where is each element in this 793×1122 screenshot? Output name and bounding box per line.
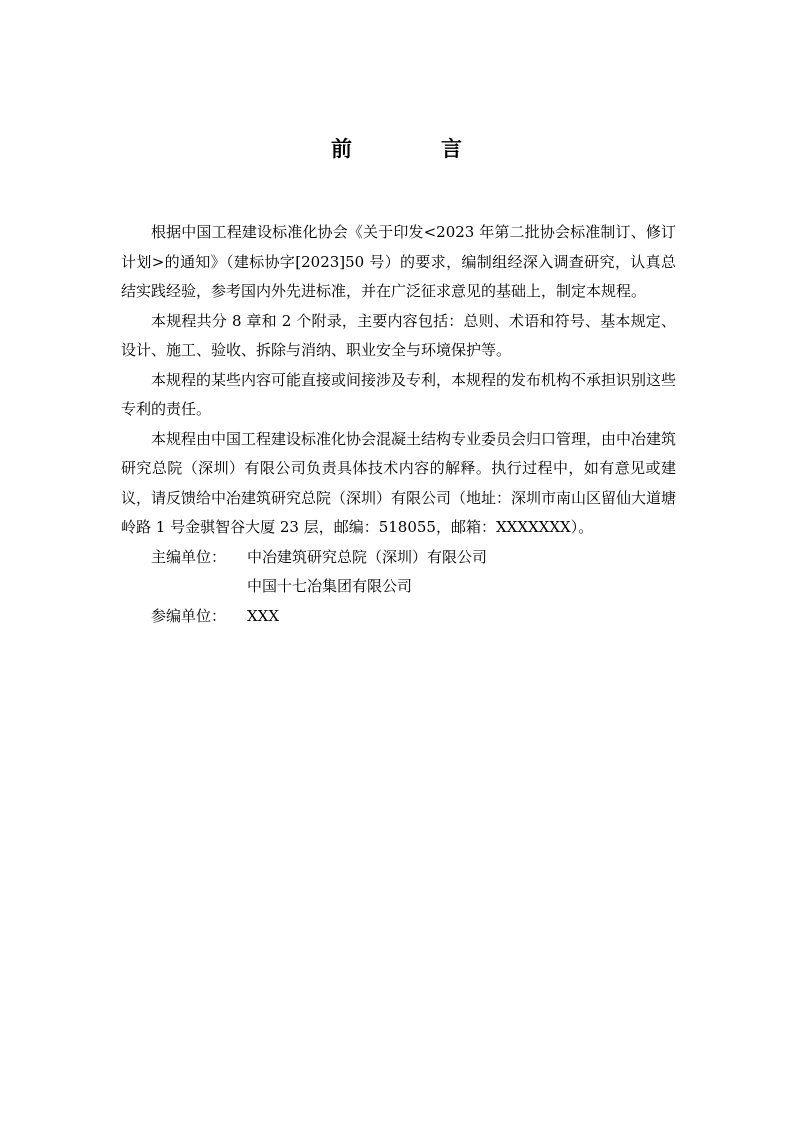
chief-editor-block [121,543,676,602]
participating-label: 参编单位： [151,606,227,625]
paragraph-basis: 根据中国工程建设标准化协会《关于印发<2023 年第二批协会标准制订、修订计划>的通知》（建标协字[2023]50 号）的要求，编制组经深入调查研究，认真总结实践经验，参考国内外先进标准，并在广泛征求意见的基础上，制定本规程。 [121,223,676,300]
chief-editor-unit: 中冶建筑研究总院（深圳）有限公司 [247,547,488,566]
chief-editor-unit: 中国十七冶集团有限公司 [247,577,413,595]
participating-block [121,602,676,632]
preface-body [121,218,676,631]
page-title: 前 言 [331,137,496,161]
paragraph-patents: 本规程的某些内容可能直接或间接涉及专利，本规程的发布机构不承担识别这些专利的责任。 [121,370,677,418]
paragraph-management: 本规程由中国工程建设标准化协会混凝土结构专业委员会归口管理，由中冶建筑研究总院（深圳）有限公司负责具体技术内容的解释。执行过程中，如有意见或建议，请反馈给中冶建筑研究总院（深圳）有限公司（地址：深圳市南山区留仙大道塘岭路 1 号金骐智谷大厦 23 层，邮编：518055，邮箱：XXXXXXX）。 [121,429,677,536]
participating-unit: XXX [247,606,280,625]
paragraph-contents: 本规程共分 8 章和 2 个附录，主要内容包括：总则、术语和符号、基本规定、设计、施工、验收、拆除与消纳、职业安全与环境保护等。 [121,311,676,359]
chief-editor-label: 主编单位： [151,547,227,566]
